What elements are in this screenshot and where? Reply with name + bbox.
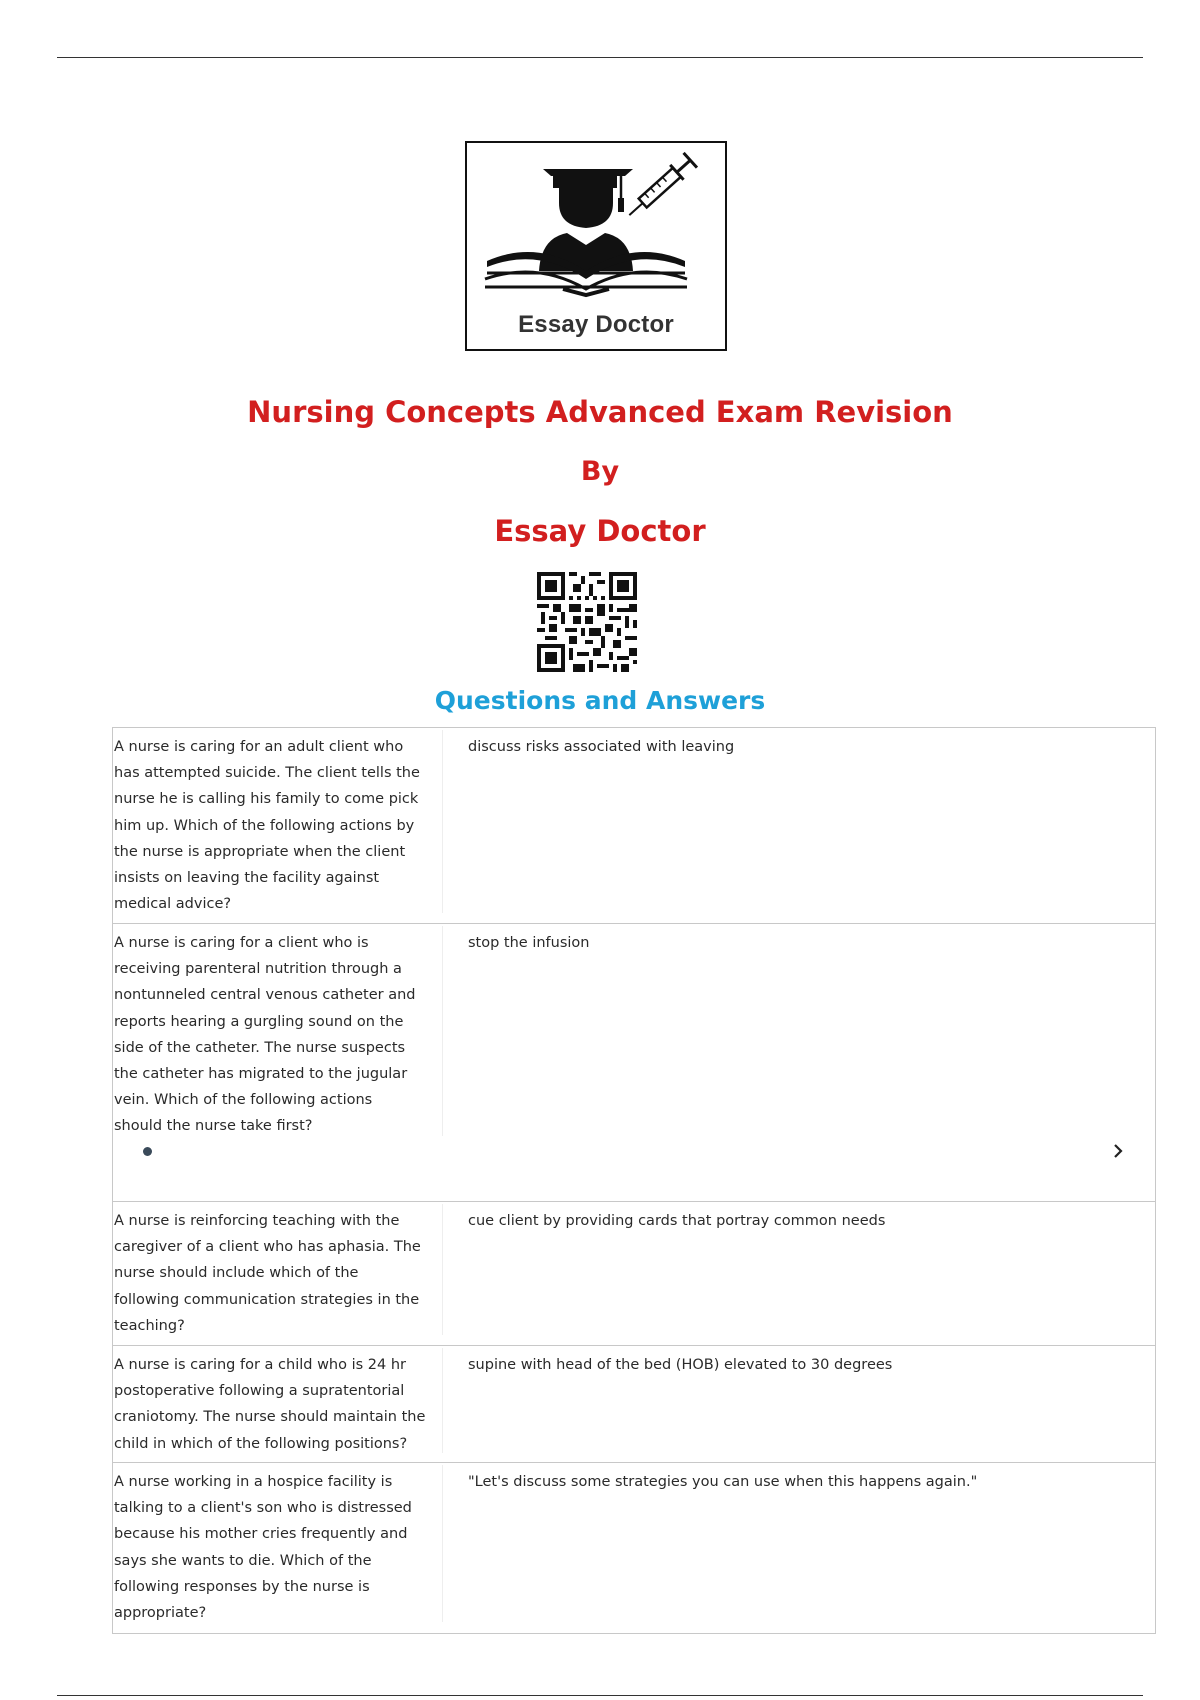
bottom-divider (57, 1695, 1143, 1696)
title-author: Essay Doctor (494, 514, 706, 548)
question-cell: A nurse working in a hospice facility is talking to a client's son who is distressed because his mother cries frequently and says she wants to die. Which of the following responses by the nurse is appropriate? (114, 1469, 429, 1626)
qa-row (113, 924, 1155, 1202)
qa-row (113, 728, 1155, 924)
chevron-right-icon[interactable] (1111, 1141, 1125, 1161)
qa-row (113, 1202, 1155, 1346)
logo-text: Essay Doctor (518, 311, 674, 338)
qa-row (113, 1463, 1155, 1633)
answer-cell: cue client by providing cards that portray common needs (468, 1213, 886, 1229)
answer-cell: discuss risks associated with leaving (468, 739, 735, 755)
question-cell: A nurse is caring for a child who is 24 hr postoperative following a supratentorial craniotomy. The nurse should maintain the child in which of the following positions? (114, 1352, 429, 1457)
question-cell: A nurse is caring for a client who is receiving parenteral nutrition through a nontunneled central venous catheter and reports hearing a gurgling sound on the side of the catheter. The nurse suspects the catheter has migrated to the jugular vein. Which of the following actions should the nurse take first? (114, 930, 429, 1140)
essay-doctor-logo (465, 141, 727, 351)
answer-cell: stop the infusion (468, 935, 590, 951)
answer-cell: "Let's discuss some strategies you can use when this happens again." (468, 1474, 978, 1490)
question-cell: A nurse is reinforcing teaching with the caregiver of a client who has aphasia. The nurse should include which of the following communication strategies in the teaching? (114, 1208, 429, 1339)
qr-code-icon (537, 572, 637, 672)
answer-cell: supine with head of the bed (HOB) elevated to 30 degrees (468, 1357, 893, 1373)
document-title: Nursing Concepts Advanced Exam Revision (247, 395, 953, 429)
qa-section-heading: Questions and Answers (434, 686, 766, 715)
qa-table (112, 727, 1156, 1634)
qa-row (113, 1346, 1155, 1463)
carousel-indicator-dot[interactable] (143, 1147, 152, 1156)
top-divider (57, 57, 1143, 58)
title-by: By (580, 456, 620, 487)
question-cell: A nurse is caring for an adult client who has attempted suicide. The client tells the nurse he is calling his family to come pick him up. Which of the following actions by the nurse is appropriate when the client insists on leaving the facility against medical advice? (114, 734, 429, 917)
